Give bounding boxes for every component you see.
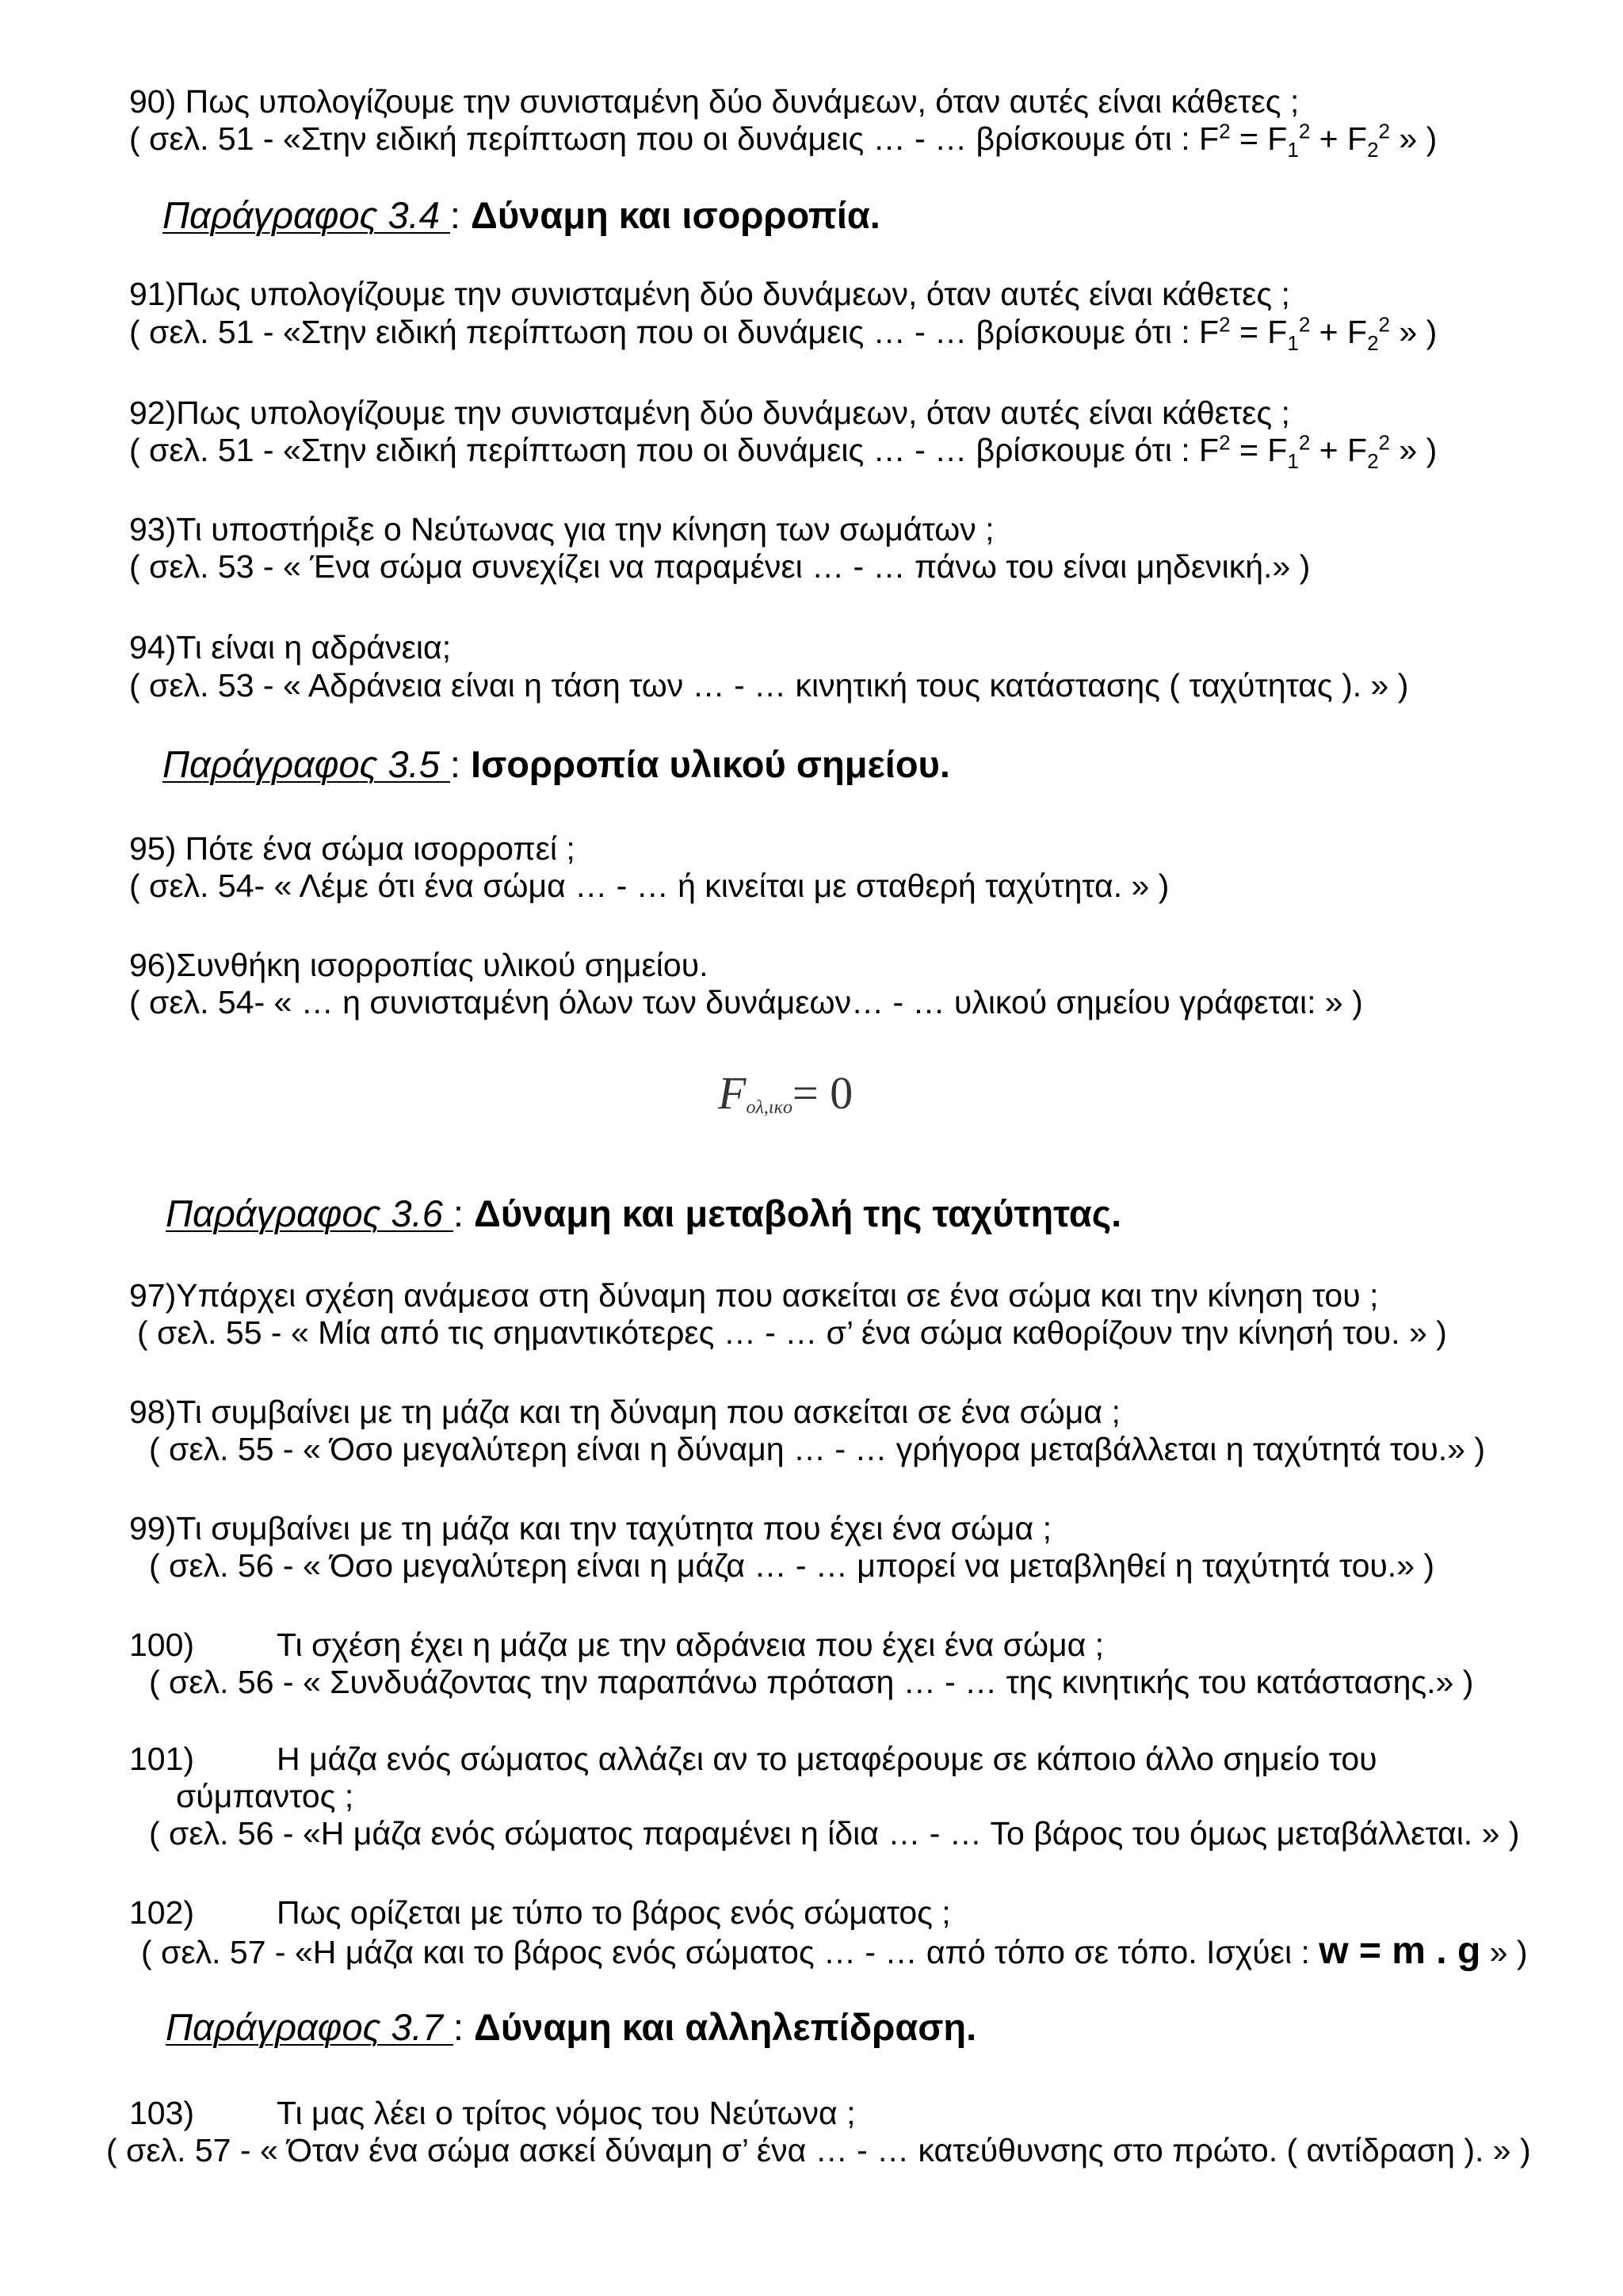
section-heading-3-6: Παράγραφος 3.6 : Δύναμη και μεταβολή της ταχύτητας. [166, 1192, 1122, 1234]
question-92: 92)Πως υπολογίζουμε την συνισταμένη δύο δυνάμεων, όταν αυτές είναι κάθετες ; [129, 395, 1290, 431]
question-101-continued: σύμπαντος ; [176, 1778, 354, 1814]
question-98: 98)Τι συμβαίνει με τη μάζα και τη δύναμη που ασκείται σε ένα σώμα ; [129, 1394, 1121, 1430]
reference-95: ( σελ. 54- « Λέμε ότι ένα σώμα … - … ή κινείται με σταθερή ταχύτητα. » ) [129, 868, 1170, 904]
section-heading-3-7: Παράγραφος 3.7 : Δύναμη και αλληλεπίδραση. [166, 2006, 977, 2048]
reference-97: ( σελ. 55 - « Μία από τις σημαντικότερες … - … σ’ ένα σώμα καθορίζουν την κίνησή του. » ) [137, 1314, 1447, 1351]
weight-formula: w = m . g [1319, 1930, 1481, 1972]
question-101: Η μάζα ενός σώματος αλλάζει αν το μεταφέρουμε σε κάποιο άλλο σημείο του [277, 1741, 1377, 1777]
question-91: 91)Πως υπολογίζουμε την συνισταμένη δύο δυνάμεων, όταν αυτές είναι κάθετες ; [129, 276, 1290, 312]
question-96: 96)Συνθήκη ισορροπίας υλικού σημείου. [129, 947, 708, 983]
equilibrium-formula: $F_{o\lambda,\iota\kappa o}= 0$ [718, 1067, 854, 1119]
reference-91: ( σελ. 51 - «Στην ειδική περίπτωση που οι δυνάμεις … - … βρίσκουμε ότι : $F^2 = F_1^2 + F_2^2$ » ) [129, 312, 1438, 356]
question-103: Τι μας λέει ο τρίτος νόμος του Νεύτωνα ; [277, 2095, 856, 2131]
reference-96: ( σελ. 54- « … η συνισταμένη όλων των δυνάμεων… - … υλικού σημείου γράφεται: » ) [129, 984, 1363, 1020]
reference-99: ( σελ. 56 - « Όσο μεγαλύτερη είναι η μάζα … - … μπορεί να μεταβληθεί η ταχύτητά του.» ) [149, 1547, 1435, 1584]
reference-98: ( σελ. 55 - « Όσο μεγαλύτερη είναι η δύναμη … - … γρήγορα μεταβάλλεται η ταχύτητά του.» ) [149, 1431, 1485, 1467]
reference-102: ( σελ. 57 - «Η μάζα και το βάρος ενός σώματος … - … από τόπο σε τόπο. Ισχύει : w = m . g » ) [141, 1930, 1528, 1972]
question-90: 90) Πως υπολογίζουμε την συνισταμένη δύο δυνάμεων, όταν αυτές είναι κάθετες ; [129, 83, 1300, 120]
question-100-number: 100) [129, 1627, 195, 1663]
section-heading-3-5: Παράγραφος 3.5 : Ισορροπία υλικού σημείου. [162, 743, 950, 785]
reference-94: ( σελ. 53 - « Αδράνεια είναι η τάση των … - … κινητική τους κατάστασης ( ταχύτητας ). » ) [129, 667, 1409, 704]
question-103-number: 103) [129, 2095, 195, 2131]
reference-100: ( σελ. 56 - « Συνδυάζοντας την παραπάνω πρόταση … - … της κινητικής του κατάστασης.» ) [149, 1664, 1474, 1700]
question-100: Τι σχέση έχει η μάζα με την αδράνεια που έχει ένα σώμα ; [277, 1627, 1105, 1663]
question-102: Πως ορίζεται με τύπο το βάρος ενός σώματος ; [277, 1894, 951, 1931]
reference-93: ( σελ. 53 - « Ένα σώμα συνεχίζει να παραμένει … - … πάνω του είναι μηδενική.» ) [129, 548, 1311, 585]
question-93: 93)Τι υποστήριξε ο Νεύτωνας για την κίνηση των σωμάτων ; [129, 511, 995, 547]
question-97: 97)Υπάρχει σχέση ανάμεσα στη δύναμη που ασκείται σε ένα σώμα και την κίνηση του ; [129, 1277, 1379, 1314]
question-99: 99)Τι συμβαίνει με τη μάζα και την ταχύτητα που έχει ένα σώμα ; [129, 1510, 1052, 1547]
question-95: 95) Πότε ένα σώμα ισορροπεί ; [129, 830, 575, 867]
reference-90: ( σελ. 51 - «Στην ειδική περίπτωση που οι δυνάμεις … - … βρίσκουμε ότι : $F^2 = F_1^2 + F_2^2$ » ) [129, 119, 1438, 162]
question-102-number: 102) [129, 1894, 195, 1931]
question-101-number: 101) [129, 1741, 195, 1777]
reference-101: ( σελ. 56 - «Η μάζα ενός σώματος παραμένει η ίδια … - … Το βάρος του όμως μεταβάλλεται. » ) [149, 1815, 1520, 1852]
section-heading-3-4: Παράγραφος 3.4 : Δύναμη και ισορροπία. [162, 194, 880, 236]
reference-92: ( σελ. 51 - «Στην ειδική περίπτωση που οι δυνάμεις … - … βρίσκουμε ότι : $F^2 = F_1^2 + F_2^2$ » ) [129, 430, 1438, 474]
reference-103: ( σελ. 57 - « Όταν ένα σώμα ασκεί δύναμη σ’ ένα … - … κατεύθυνσης στο πρώτο. ( αντίδραση ). » ) [106, 2132, 1531, 2168]
question-94: 94)Τι είναι η αδράνεια; [129, 629, 452, 666]
